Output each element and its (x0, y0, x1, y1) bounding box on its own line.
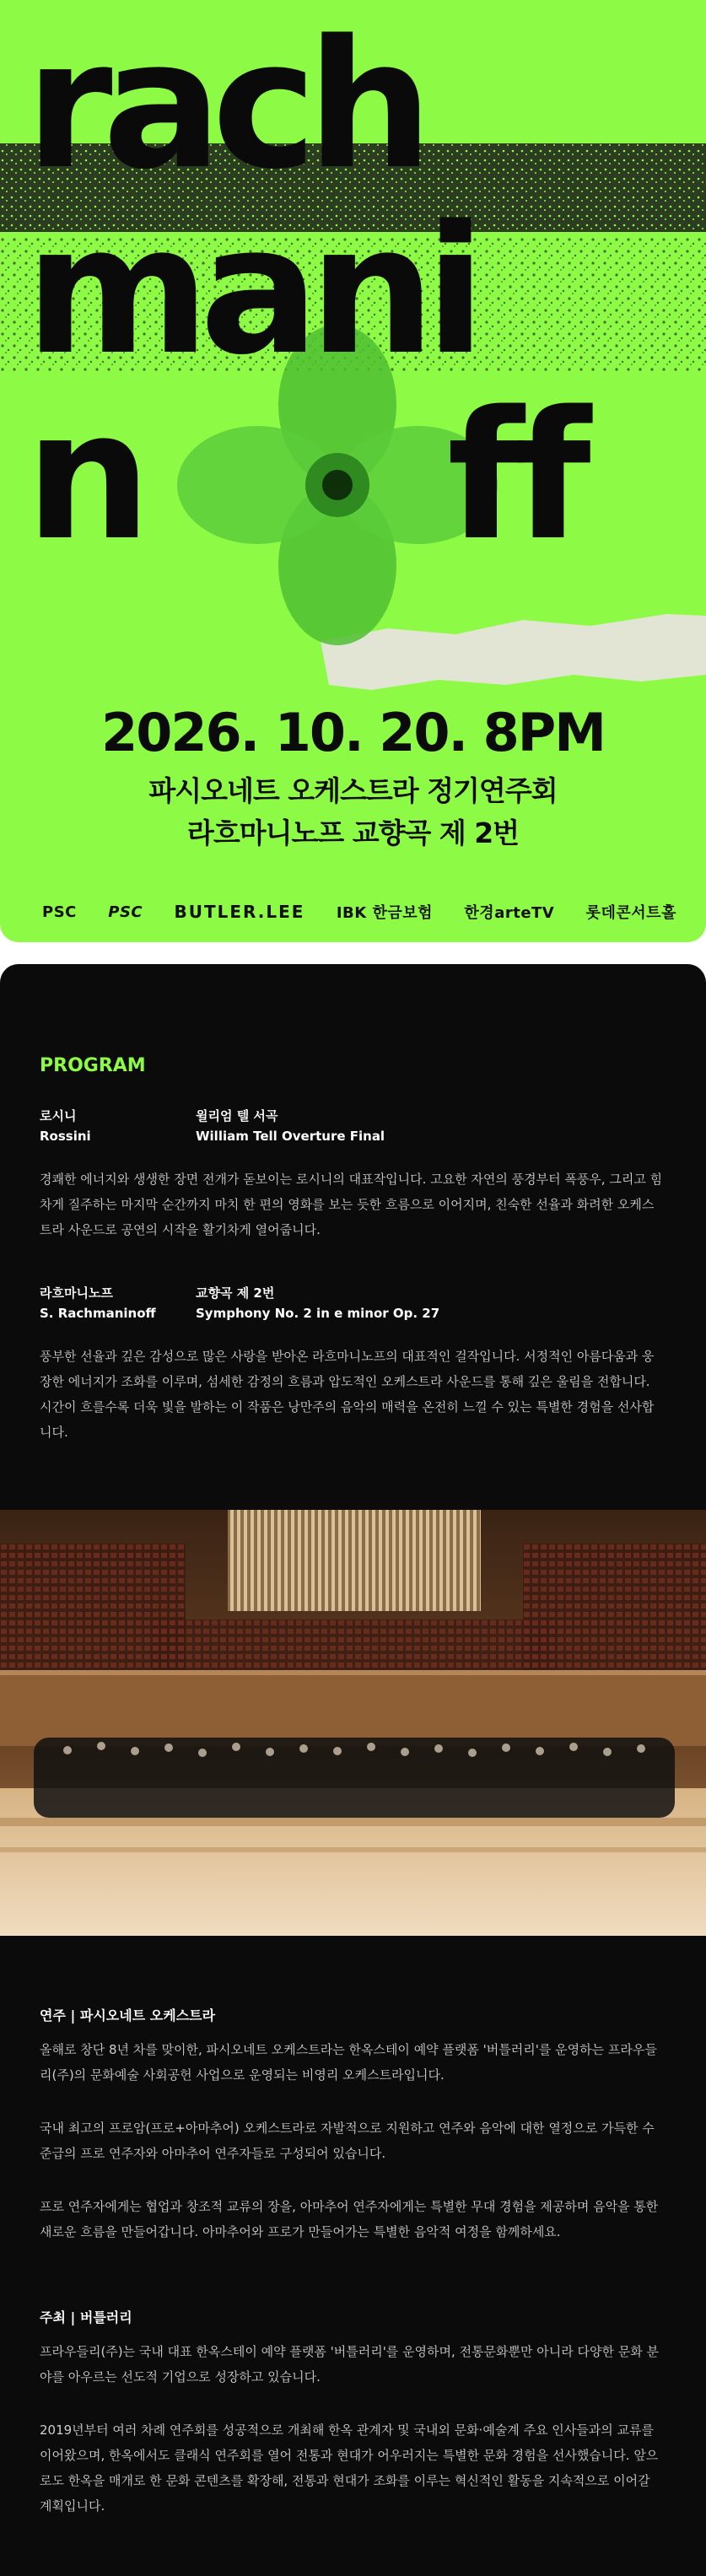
performer-paragraph-1: 올해로 창단 8년 차를 맞이한, 파시오네트 오케스트라는 한옥스테이 예약 플랫폼 '버틀러리'를 운영하는 프라우들리(주)의 문화예술 사회공헌 사업으로 운영되는 비영리 오케스트라입니다. (40, 2042, 657, 2083)
piece-1-description: 경쾌한 에너지와 생생한 장면 전개가 돋보이는 로시니의 대표작입니다. 고요한 자연의 풍경부터 폭풍우, 그리고 힘차게 질주하는 마지막 순간까지 마치 한 편의 영화를 보는 듯한 흐름으로 이어지며, 친숙한 선율과 화려한 오케스트라 사운드로 공연의 시작을 활기차게 열어줍니다. (40, 1172, 663, 1237)
organizer-heading: 주최 | 버틀러리 (40, 2309, 132, 2325)
program-piece-2 (40, 1283, 681, 1325)
concert-date: 2026. 10. 20. 8PM (101, 702, 605, 763)
work-title: 교향곡 제 2번 Symphony No. 2 in e minor Op. 27 (196, 1285, 440, 1321)
organizer-paragraph-1: 프라우들리(주)는 국내 대표 한옥스테이 예약 플랫폼 '버틀러리'를 운영하며, 전통문화뿐만 아니라 다양한 문화 분야를 아우르는 선도적 기업으로 성장하고 있습니다. (40, 2344, 659, 2385)
poster-title-line-3b: ff (447, 373, 581, 579)
work-title: 윌리엄 텔 서곡 William Tell Overture Final (196, 1108, 385, 1144)
composer-name: 로시니 Rossini (40, 1108, 91, 1144)
poster-title-line-2: mani (25, 187, 477, 394)
program-heading: PROGRAM (40, 1055, 146, 1076)
sponsor-arte-logo: 한경arteTV (464, 904, 555, 922)
piece-2-description: 풍부한 선율과 깊은 감성으로 많은 사랑을 받아온 라흐마니노프의 대표적인 걸작입니다. 서정적인 아름다움과 웅장한 에너지가 조화를 이루며, 섬세한 감정의 흐름과 압도적인 오케스트라 사운드를 통해 깊은 울림을 전합니다. 시간이 흐를수록 더욱 빛을 발하는 이 작품은 낭만주의 음악의 매력을 온전히 느낄 수 있는 특별한 경험을 선사합니다. (40, 1349, 655, 1440)
performer-paragraph-3: 프로 연주자에게는 협업과 창조적 교류의 장을, 아마추어 연주자에게는 특별한 무대 경험을 제공하며 음악을 통한 새로운 흐름을 만들어갑니다. 아마추어와 프로가 만들어가는 특별한 음악적 여정을 함께하세요. (40, 2199, 659, 2239)
sponsor-psc-script-logo: PSC (108, 903, 143, 921)
sponsor-lotte-logo: 롯데콘서트홀 (585, 904, 676, 922)
poster-title-line-3a: n (25, 373, 142, 579)
concert-hall-photo (0, 1510, 706, 1936)
torn-paper-strip (321, 614, 706, 690)
concert-subtitle-2: 라흐마니노프 교향곡 제 2번 (186, 816, 520, 849)
concert-poster (0, 0, 706, 942)
performer-heading: 연주 | 파시오네트 오케스트라 (40, 2007, 216, 2024)
poster-title-line-1: rach (25, 2, 423, 208)
about-section (0, 1936, 706, 2576)
sponsor-ibk-logo: IBK 한금보험 (336, 904, 434, 922)
sponsor-butlerlee-logo: BUTLER.LEE (174, 902, 305, 922)
organizer-paragraph-2: 2019년부터 여러 차례 연주회를 성공적으로 개최해 한옥 관계자 및 국내외 문화·예술계 주요 인사들과의 교류를 이어왔으며, 한옥에서도 클래식 연주회를 열어 전통과 현대가 어우러지는 특별한 문화 경험을 선사했습니다. 앞으로도 한옥을 매개로 한 문화 콘텐츠를 확장해, 전통과 현대가 조화를 이루는 혁신적인 활동을 지속적으로 이어갈 계획입니다. (40, 2422, 659, 2514)
sponsor-psc-logo: PSC (42, 903, 77, 921)
performer-paragraph-2: 국내 최고의 프로암(프로+아마추어) 오케스트라로 자발적으로 지원하고 연주와 음악에 대한 열정으로 가득한 수준급의 프로 연주자와 아마추어 연주자들로 구성되어 있습니다. (40, 2121, 655, 2161)
program-piece-1 (40, 1106, 681, 1148)
sponsor-logos (42, 901, 676, 923)
concert-subtitle-1: 파시오네트 오케스트라 정기연주회 (148, 774, 558, 807)
composer-name: 라흐마니노프 S. Rachmaninoff (40, 1285, 156, 1321)
